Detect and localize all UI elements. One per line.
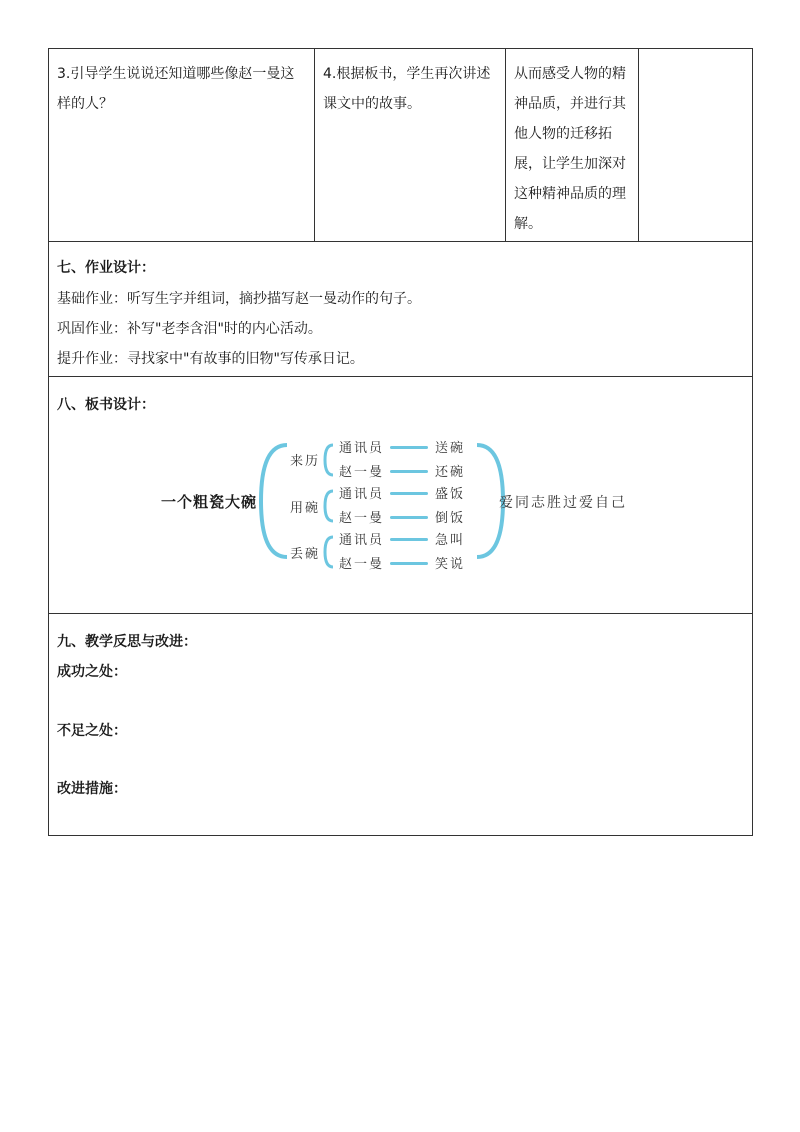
board-who: 通讯员 (339, 533, 385, 548)
left-big-bracket (261, 445, 287, 557)
board-act: 还碗 (435, 465, 466, 480)
group-bracket-3 (325, 537, 333, 567)
board-act: 急叫 (435, 533, 466, 548)
board-who: 通讯员 (339, 487, 385, 502)
student-activity-cell (315, 49, 506, 242)
board-connector (390, 562, 428, 565)
design-intent-cell (506, 49, 639, 242)
board-who: 赵一曼 (339, 465, 385, 480)
teacher-activity-cell (49, 49, 315, 242)
procedure-row (49, 49, 752, 242)
reflection-shortfall: 不足之处： (57, 723, 127, 739)
board-who: 赵一曼 (339, 557, 385, 572)
board-connector (390, 492, 428, 495)
empty-cell (639, 49, 752, 242)
board-act: 倒饭 (435, 511, 466, 526)
board-act: 盛饭 (435, 487, 466, 502)
board-connector (390, 470, 428, 473)
board-diagram (49, 377, 752, 614)
board-connector (390, 446, 428, 449)
homework-basic: 基础作业：听写生字并组词，摘抄描写赵一曼动作的句子。 (57, 291, 421, 307)
board-brackets (49, 377, 752, 614)
board-who: 通讯员 (339, 441, 385, 456)
board-conclusion: 爱同志胜过爱自己 (499, 495, 627, 511)
board-title: 八、板书设计： (57, 397, 155, 413)
board-connector (390, 516, 428, 519)
group-label-1: 来历 (290, 454, 321, 469)
group-label-3: 丢碗 (290, 547, 321, 562)
homework-title: 七、作业设计： (57, 260, 155, 276)
group-bracket-1 (325, 445, 333, 475)
board-main-title: 一个粗瓷大碗 (161, 493, 258, 511)
student-activity-text: 4.根据板书，学生再次讲述课文中的故事。 (323, 66, 491, 112)
board-connector (390, 538, 428, 541)
board-design-section (49, 377, 752, 614)
reflection-title: 九、教学反思与改进： (57, 634, 197, 650)
board-act: 送碗 (435, 441, 466, 456)
board-act: 笑说 (435, 557, 466, 572)
homework-consolidate: 巩固作业：补写"老李含泪"时的内心活动。 (57, 321, 322, 337)
homework-advanced: 提升作业：寻找家中"有故事的旧物"写传承日记。 (57, 351, 364, 367)
board-who: 赵一曼 (339, 511, 385, 526)
lesson-plan-table (48, 48, 753, 836)
teacher-activity-text: 3.引导学生说说还知道哪些像赵一曼这样的人？ (57, 66, 295, 112)
group-label-2: 用碗 (290, 501, 321, 516)
design-intent-text: 从而感受人物的精神品质，并进行其他人物的迁移拓展，让学生加深对这种精神品质的理解。 (514, 66, 626, 232)
reflection-section (49, 614, 752, 835)
homework-section (49, 242, 752, 377)
reflection-improve: 改进措施： (57, 781, 127, 797)
group-bracket-2 (325, 491, 333, 521)
reflection-success: 成功之处： (57, 664, 127, 680)
